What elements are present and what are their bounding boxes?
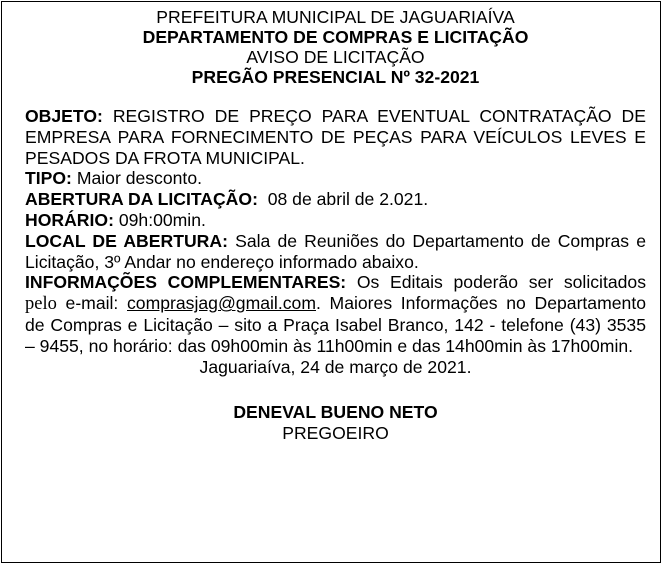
horario-paragraph	[25, 210, 646, 231]
email-link[interactable]: comprasjag@gmail.com	[127, 293, 316, 314]
tipo-paragraph	[25, 168, 646, 189]
procurement-number: PREGÃO PRESENCIAL Nº 32-2021	[191, 67, 480, 87]
tipo-label: TIPO:	[25, 168, 72, 189]
informacoes-email-label: e-mail:	[65, 293, 119, 314]
informacoes-pelo: pelo	[25, 294, 57, 315]
horario-text: 09h:00min.	[118, 209, 206, 230]
signature-block	[25, 402, 646, 444]
objeto-paragraph	[25, 106, 646, 168]
legal-notice	[1, 1, 661, 563]
abertura-paragraph	[25, 189, 646, 210]
notice-body	[25, 106, 646, 377]
section-spacer	[25, 87, 646, 106]
department-title: DEPARTAMENTO DE COMPRAS E LICITAÇÃO	[142, 27, 529, 47]
informacoes-text-after: . Maiores Informações no Departamento de Compras e Licitação – sito a Praça Isabel Branco, 142 - telefone (43) 3535 – 9455, no horário: das 09h00min às 11h00min e das 14h00min às 17h00min.	[25, 293, 646, 356]
signatory-name: DENEVAL BUENO NETO	[233, 402, 438, 423]
local-label: LOCAL DE ABERTURA:	[25, 230, 228, 251]
informacoes-paragraph	[25, 272, 646, 356]
place-date: Jaguariaíva, 24 de março de 2021.	[199, 356, 472, 377]
objeto-label: OBJETO:	[25, 106, 103, 126]
abertura-label: ABERTURA DA LICITAÇÃO:	[25, 189, 258, 210]
signatory-role: PREGOEIRO	[282, 423, 389, 444]
notice-type: AVISO DE LICITAÇÃO	[246, 47, 425, 67]
horario-label: HORÁRIO:	[25, 209, 114, 230]
tipo-text: Maior desconto.	[76, 168, 202, 189]
objeto-text: REGISTRO DE PREÇO PARA EVENTUAL CONTRATAÇÃO DE EMPRESA PARA FORNECIMENTO DE PEÇAS PARA VEÍCULOS LEVES E PESADOS DA FROTA MUNICIPAL.	[25, 106, 646, 168]
local-text: Sala de Reuniões do Departamento de Compras e Licitação, 3º Andar no endereço informado abaixo.	[25, 230, 647, 272]
informacoes-label: INFORMAÇÕES COMPLEMENTARES:	[25, 272, 347, 293]
informacoes-text-before: Os Editais poderão ser solicitados	[356, 272, 646, 293]
municipality-title: PREFEITURA MUNICIPAL DE JAGUARIAÍVA	[156, 7, 515, 27]
notice-header	[25, 7, 646, 87]
local-paragraph	[25, 231, 646, 273]
abertura-text: 08 de abril de 2.021.	[267, 189, 429, 210]
